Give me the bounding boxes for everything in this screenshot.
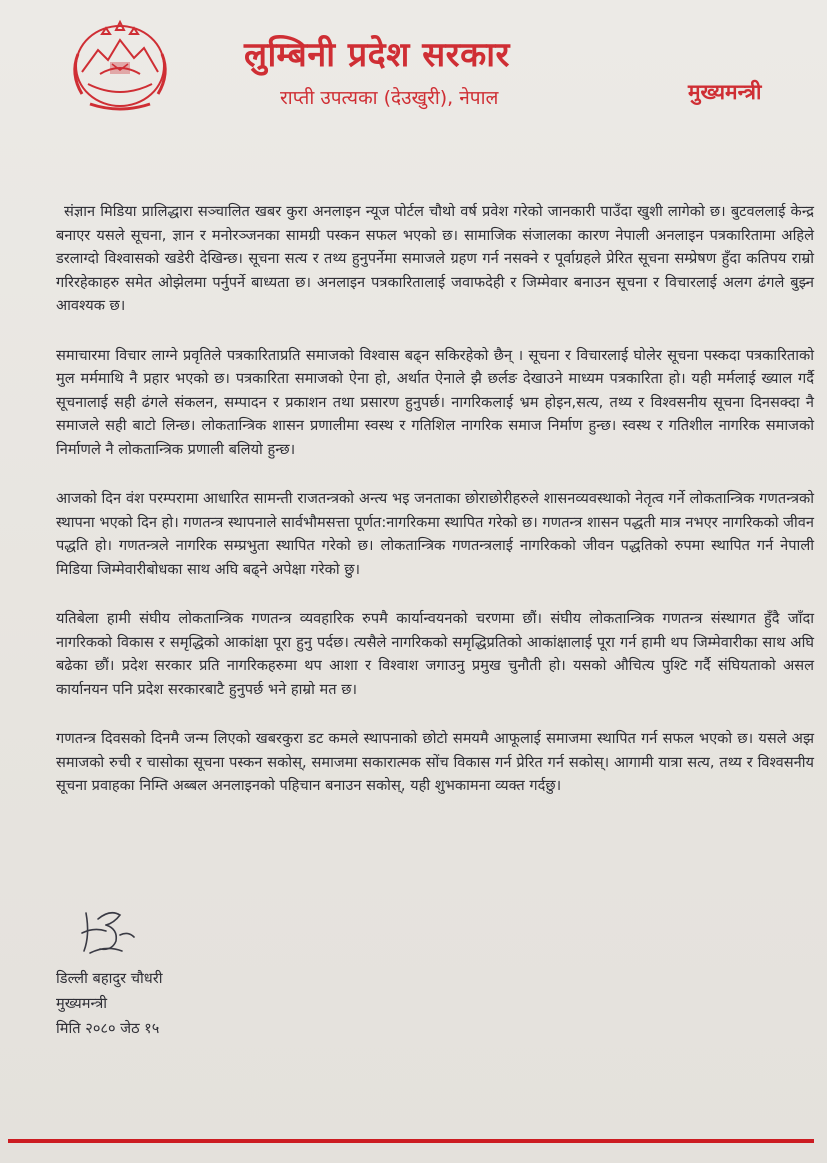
letter-body (56, 200, 814, 824)
paragraph: संज्ञान मिडिया प्रालिद्धारा सञ्चालित खबर कुरा अनलाइन न्यूज पोर्टल चौथो वर्ष प्रवेश गरेको जानकारी पाउँदा खुशी लागेको छ। बुटवललाई केन्द्र बनाएर यसले सूचना, ज्ञान र मनोरञ्जनका सामग्री पस्कन सफल भएको छ। सामाजिक संजालका कारण नेपाली अनलाइन पत्रकारितामा अहिले डरलाग्दो विश्वासको खडेरी देखिन्छ। सूचना सत्य र तथ्य हुनुपर्नेमा समाजले ग्रहण गर्न नसक्ने र पूर्वाग्रहले प्रेरित सूचना सम्प्रेषण हुँदा कतिपय राम्रो गरिरहेकाहरु समेत ओझेलमा पर्नुपर्ने बाध्यता छ। अनलाइन पत्रकारितालाई जवाफदेही र जिम्मेवार बनाउन सूचना र विचारलाई अलग ढंगले बुझ्न आवश्यक छ। (56, 203, 814, 314)
paragraph: आजको दिन वंश परम्परामा आधारित सामन्ती राजतन्त्रको अन्त्य भइ जनताका छोराछोरीहरुले शासनव्यवस्थाको नेतृत्व गर्ने लोकतान्त्रिक गणतन्त्रको स्थापना भएको दिन हो। गणतन्त्र स्थापनाले सार्वभौमसत्ता पूर्णत:नागरिकमा स्थापित गरेको छ। गणतन्त्र शासन पद्धती मात्र नभएर नागरिकको जीवन पद्धति हो। गणतन्त्रले नागरिक सम्प्रभुता स्थापित गरेको छ। लोकतान्त्रिक गणतन्त्रलाई नागरिकको जीवन पद्धतिको रुपमा स्थापित गर्न नेपाली मिडिया जिम्मेवारीबोधका साथ अघि बढ्ने अपेक्षा गरेको छु। (56, 490, 815, 578)
office-title: मुख्यमन्त्री (688, 80, 762, 104)
signature-block (56, 966, 162, 1041)
org-address: राप्ती उपत्यका (देउखुरी), नेपाल (280, 87, 499, 109)
nepal-emblem-icon (60, 14, 180, 114)
signature-mark (76, 905, 146, 961)
paragraph: यतिबेला हामी संघीय लोकतान्त्रिक गणतन्त्र व्यवहारिक रुपमै कार्यान्वयनको चरणमा छौं। संघीय लोकतान्त्रिक गणतन्त्र संस्थागत हुँदै जाँदा नागरिकको विकास र समृद्धिको आकांक्षा पूरा हुनु पर्दछ। त्यसैले नागरिकको समृद्धिप्रतिको आकांक्षालाई पूरा गर्न हामी थप जिम्मेवारीका साथ अघि बढेका छौं। प्रदेश सरकार प्रति नागरिकहरुमा थप आशा र विश्वाश जगाउनु प्रमुख चुनौती हो। यसको औचित्य पुश्टि गर्दै संघियताको असल कार्यानयन पनि प्रदेश सरकारबाटै हुनुपर्छ भने हाम्रो मत छ। (56, 610, 814, 698)
footer-rule (8, 1139, 814, 1143)
paragraph: समाचारमा विचार लाग्ने प्रवृतिले पत्रकारिताप्रति समाजको विश्वास बढ्न सकिरहेको छैन् । सूचना र विचारलाई घोलेर सूचना पस्कदा पत्रकारिताको मुल मर्ममाथि नै प्रहार भएको छ। पत्रकारिता समाजको ऐना हो, अर्थात ऐनाले झै छर्लङ देखाउने माध्यम पत्रकारिता हो। यही मर्मलाई ख्याल गर्दै सूचनालाई सही ढंगले संकलन, सम्पादन र प्रकाशन तथा प्रसारण हुनुपर्छ। नागरिकलाई भ्रम होइन,सत्य, तथ्य र विश्वसनीय सूचना दिनसक्दा नै समाजले सही बाटो लिन्छ। लोकतान्त्रिक शासन प्रणालीमा स्वस्थ र गतिशिल नागरिक समाज निर्माण हुन्छ। स्वस्थ र गतिशील नागरिक समाजको निर्माणले नै लोकतान्त्रिक प्रणाली बलियो हुन्छ। (56, 346, 814, 458)
org-name: लुम्बिनी प्रदेश सरकार (244, 35, 510, 75)
signatory-title: मुख्यमन्त्री (56, 995, 108, 1012)
signatory-name: डिल्ली बहादुर चौधरी (56, 970, 163, 987)
paragraph: गणतन्त्र दिवसको दिनमै जन्म लिएको खबरकुरा डट कमले स्थापनाको छोटो समयमै आफूलाई समाजमा स्थापित गर्न सफल भएको छ। यसले अझ समाजको रुची र चासोका सूचना पस्कन सकोस्, समाजमा सकारात्मक सोंच विकास गर्न प्रेरित गर्न सकोस्। आगामी यात्रा सत्य, तथ्य र विश्वसनीय सूचना प्रवाहका निम्ति अब्बल अनलाइनको पहिचान बनाउन सकोस्, यही शुभकामना व्यक्त गर्दछु। (56, 730, 814, 794)
letter-date: मिति २०८० जेठ १५ (56, 1020, 160, 1037)
